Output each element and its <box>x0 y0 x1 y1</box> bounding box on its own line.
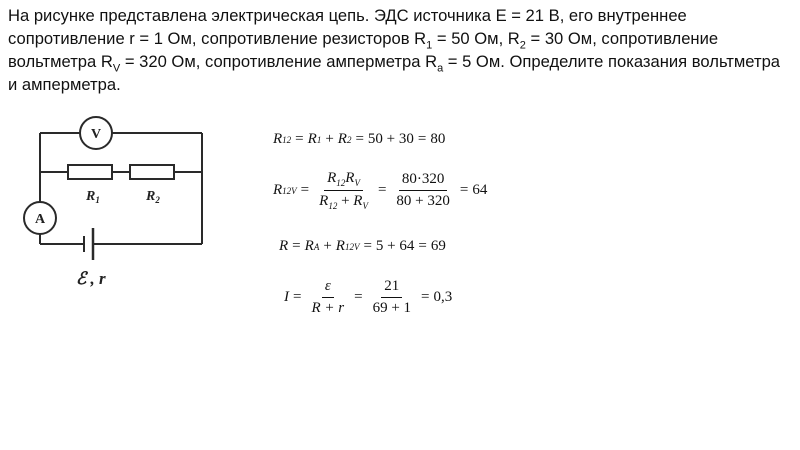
r1-label: $R_1$ <box>86 189 100 205</box>
problem-statement <box>8 4 792 96</box>
fraction: $\frac{\varepsilon}{R + r}$ <box>311 278 345 316</box>
fraction: $\frac{R_{12}R_V}{R_{12} + R_V}$ <box>319 170 368 211</box>
problem-text-part: На рисунке представлена электрическая цепь. ЭДС источника E = 21 В, его внутреннее сопротивление r = 1 Ом, сопротивление резисторов R <box>8 6 687 48</box>
problem-text-part: = 5 Ом. Определите показания вольтметра и амперметра. <box>8 52 781 94</box>
source-label: ℰ , r <box>76 269 106 288</box>
subscript: 1 <box>426 39 433 52</box>
subscript: a <box>437 62 444 75</box>
problem-text-part: = 30 Ом, сопротивление вольтметра R <box>8 29 719 71</box>
formula-r12v: R 12V = $\frac{R_{12}R_V}{R_{12} + R_V}$ = $\frac{80\cdot 320}{80 + 320}$ = 64 <box>273 170 488 211</box>
ammeter-label: A <box>34 212 46 227</box>
formula-r12: R 12 = R 1 + R 2 = 50 + 30 = 80 <box>273 131 446 147</box>
formula-r-total: R = R A + R 12V = 5 + 64 = 69 <box>279 238 446 254</box>
resistor-r2 <box>130 165 174 179</box>
problem-text-part: = 320 Ом, сопротивление амперметра R <box>120 52 438 71</box>
resistor-r1 <box>68 165 112 179</box>
voltmeter-label: V <box>90 127 102 142</box>
subscript: V <box>112 62 121 75</box>
r2-label: $R_2$ <box>146 189 160 205</box>
fraction: $\frac{21}{69 + 1}$ <box>372 278 412 316</box>
circuit-diagram <box>20 110 220 300</box>
fraction: $\frac{80\cdot 320}{80 + 320}$ <box>396 171 450 209</box>
formula-current: I = $\frac{\varepsilon}{R + r}$ = $\frac{21}{69 + 1}$ = 0,3 <box>284 278 453 316</box>
problem-text-part: = 50 Ом, R <box>432 29 520 48</box>
subscript: 2 <box>519 39 526 52</box>
